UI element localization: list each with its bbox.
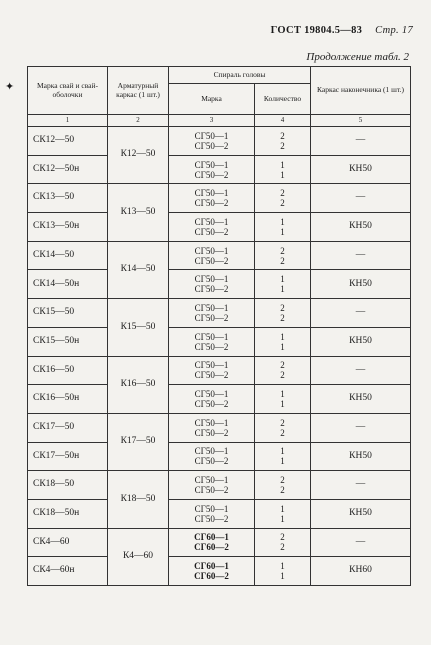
table-row	[28, 471, 411, 500]
armature-frame: К16—50	[108, 356, 169, 413]
spiral-marks	[169, 327, 255, 356]
table-row	[28, 356, 411, 385]
spiral-marks	[169, 241, 255, 270]
spiral-quantities	[255, 127, 311, 156]
spiral-qty: 1	[280, 274, 285, 285]
spiral-mark: СГ60—2	[194, 542, 229, 553]
col-spiral-mark-header: Марка	[169, 84, 255, 115]
pile-mark: СК14—50	[28, 241, 108, 270]
spiral-quantities	[255, 213, 311, 242]
spiral-qty: 1	[280, 159, 285, 170]
tip-frame: —	[311, 184, 411, 213]
spiral-qty: 1	[280, 216, 285, 227]
spiral-qty: 2	[280, 130, 285, 141]
spiral-mark: СГ50—2	[194, 255, 229, 266]
col-tip-header: Каркас наконечника (1 шт.)	[311, 67, 411, 115]
spiral-qty: 2	[280, 312, 285, 323]
spiral-marks	[169, 471, 255, 500]
table-row	[28, 213, 411, 242]
spiral-qty: 2	[280, 360, 285, 371]
spiral-quantities	[255, 528, 311, 557]
armature-frame: К13—50	[108, 184, 169, 241]
armature-frame: К18—50	[108, 471, 169, 528]
spiral-quantities	[255, 413, 311, 442]
spiral-mark: СГ50—2	[194, 427, 229, 438]
tip-frame: КН60	[311, 557, 411, 586]
tip-frame: КН50	[311, 155, 411, 184]
col-number: 5	[311, 115, 411, 127]
spiral-qty: 1	[280, 284, 285, 295]
spiral-qty: 2	[280, 302, 285, 313]
spiral-mark: СГ50—2	[194, 341, 229, 352]
spiral-qty: 1	[280, 571, 285, 582]
spiral-quantities	[255, 442, 311, 471]
spiral-mark: СГ50—1	[194, 274, 229, 285]
pile-mark: СК12—50	[28, 127, 108, 156]
spiral-qty: 1	[280, 399, 285, 410]
spiral-marks	[169, 499, 255, 528]
tip-frame: КН50	[311, 270, 411, 299]
spiral-marks	[169, 184, 255, 213]
table-row	[28, 528, 411, 557]
spiral-marks	[169, 127, 255, 156]
spiral-mark: СГ50—1	[194, 389, 229, 400]
pile-mark: СК16—50н	[28, 385, 108, 414]
col-number: 3	[169, 115, 255, 127]
pile-mark: СК15—50н	[28, 327, 108, 356]
spiral-qty: 2	[280, 245, 285, 256]
spiral-qty: 1	[280, 513, 285, 524]
tip-frame: —	[311, 471, 411, 500]
col-spiral-qty-header: Количество	[255, 84, 311, 115]
tip-frame: —	[311, 528, 411, 557]
table-row	[28, 127, 411, 156]
pile-mark: СК12—50н	[28, 155, 108, 184]
standard-number: ГОСТ 19804.5—83	[270, 25, 363, 36]
spiral-qty: 1	[280, 389, 285, 400]
pile-mark: СК18—50н	[28, 499, 108, 528]
spiral-qty: 1	[280, 503, 285, 514]
tip-frame: КН50	[311, 385, 411, 414]
table-row	[28, 557, 411, 586]
spiral-qty: 2	[280, 542, 285, 553]
table-row	[28, 155, 411, 184]
spiral-quantities	[255, 241, 311, 270]
spiral-qty: 1	[280, 226, 285, 237]
spiral-marks	[169, 557, 255, 586]
table-row	[28, 327, 411, 356]
spiral-qty: 1	[280, 446, 285, 457]
pile-mark: СК17—50н	[28, 442, 108, 471]
tip-frame: —	[311, 413, 411, 442]
margin-mark: ✦	[5, 81, 15, 93]
armature-frame: К14—50	[108, 241, 169, 298]
spiral-mark: СГ50—1	[194, 417, 229, 428]
spiral-marks	[169, 155, 255, 184]
spiral-mark: СГ50—2	[194, 284, 229, 295]
spiral-mark: СГ50—1	[194, 130, 229, 141]
spiral-marks	[169, 528, 255, 557]
spiral-mark: СГ50—2	[194, 198, 229, 209]
spiral-quantities	[255, 557, 311, 586]
spiral-qty: 2	[280, 188, 285, 199]
pile-mark: СК4—60	[28, 528, 108, 557]
spiral-mark: СГ50—1	[194, 360, 229, 371]
spiral-quantities	[255, 385, 311, 414]
spiral-mark: СГ50—1	[194, 503, 229, 514]
spiral-qty: 1	[280, 331, 285, 342]
pile-mark: СК4—60н	[28, 557, 108, 586]
armature-frame: К17—50	[108, 413, 169, 470]
spiral-qty: 2	[280, 485, 285, 496]
spiral-mark: СГ50—2	[194, 456, 229, 467]
spiral-mark: СГ60—2	[194, 571, 229, 582]
spiral-qty: 2	[280, 475, 285, 486]
spiral-qty: 2	[280, 427, 285, 438]
armature-frame: К12—50	[108, 127, 169, 184]
pile-mark: СК15—50	[28, 299, 108, 328]
armature-frame: К4—60	[108, 528, 169, 585]
spiral-qty: 2	[280, 417, 285, 428]
page-header	[271, 25, 413, 36]
spiral-qty: 1	[280, 561, 285, 572]
page-number: Стр. 17	[375, 25, 413, 36]
table-row	[28, 270, 411, 299]
table-body	[28, 127, 411, 586]
tip-frame: —	[311, 356, 411, 385]
tip-frame: —	[311, 241, 411, 270]
spiral-quantities	[255, 327, 311, 356]
table-row	[28, 299, 411, 328]
tip-frame: КН50	[311, 327, 411, 356]
spiral-marks	[169, 385, 255, 414]
spiral-mark: СГ50—2	[194, 399, 229, 410]
spiral-qty: 2	[280, 198, 285, 209]
spiral-mark: СГ50—1	[194, 446, 229, 457]
spiral-quantities	[255, 299, 311, 328]
pile-mark: СК14—50н	[28, 270, 108, 299]
spiral-mark: СГ50—1	[194, 216, 229, 227]
spiral-mark: СГ50—2	[194, 370, 229, 381]
spiral-mark: СГ50—2	[194, 513, 229, 524]
spiral-mark: СГ50—2	[194, 485, 229, 496]
col-number: 2	[108, 115, 169, 127]
spiral-mark: СГ50—1	[194, 331, 229, 342]
spiral-mark: СГ50—1	[194, 159, 229, 170]
table-row	[28, 385, 411, 414]
spiral-qty: 2	[280, 255, 285, 266]
spiral-quantities	[255, 155, 311, 184]
table-row	[28, 413, 411, 442]
col-spiral-header: Спираль головы	[169, 67, 311, 84]
spiral-marks	[169, 442, 255, 471]
pile-spec-table	[27, 66, 411, 586]
pile-mark: СК13—50н	[28, 213, 108, 242]
tip-frame: КН50	[311, 499, 411, 528]
spiral-mark: СГ50—1	[194, 245, 229, 256]
col-pile-header: Марка свай и свай-оболочки	[28, 67, 108, 115]
spiral-qty: 1	[280, 169, 285, 180]
spiral-quantities	[255, 270, 311, 299]
spiral-quantities	[255, 499, 311, 528]
spiral-quantities	[255, 184, 311, 213]
spiral-qty: 2	[280, 140, 285, 151]
spiral-qty: 2	[280, 532, 285, 543]
spiral-mark: СГ50—1	[194, 475, 229, 486]
pile-mark: СК13—50	[28, 184, 108, 213]
tip-frame: —	[311, 127, 411, 156]
table-row	[28, 184, 411, 213]
spiral-mark: СГ50—2	[194, 169, 229, 180]
spiral-marks	[169, 413, 255, 442]
spiral-qty: 2	[280, 370, 285, 381]
spiral-mark: СГ60—1	[194, 561, 229, 572]
spiral-marks	[169, 213, 255, 242]
pile-mark: СК18—50	[28, 471, 108, 500]
table-continuation-label: Продолжение табл. 2	[306, 51, 409, 63]
spiral-mark: СГ50—2	[194, 226, 229, 237]
spiral-qty: 1	[280, 341, 285, 352]
pile-mark: СК16—50	[28, 356, 108, 385]
spiral-marks	[169, 356, 255, 385]
col-number: 1	[28, 115, 108, 127]
spiral-mark: СГ50—1	[194, 188, 229, 199]
spiral-quantities	[255, 356, 311, 385]
armature-frame: К15—50	[108, 299, 169, 356]
tip-frame: —	[311, 299, 411, 328]
spiral-marks	[169, 270, 255, 299]
spiral-mark: СГ50—2	[194, 312, 229, 323]
tip-frame: КН50	[311, 442, 411, 471]
spiral-qty: 1	[280, 456, 285, 467]
pile-mark: СК17—50	[28, 413, 108, 442]
spiral-mark: СГ60—1	[194, 532, 229, 543]
spiral-mark: СГ50—2	[194, 140, 229, 151]
spiral-mark: СГ50—1	[194, 302, 229, 313]
tip-frame: КН50	[311, 213, 411, 242]
spiral-marks	[169, 299, 255, 328]
table-row	[28, 442, 411, 471]
spiral-quantities	[255, 471, 311, 500]
table-row	[28, 499, 411, 528]
col-number: 4	[255, 115, 311, 127]
col-armature-header: Арматурный каркас (1 шт.)	[108, 67, 169, 115]
table-row	[28, 241, 411, 270]
